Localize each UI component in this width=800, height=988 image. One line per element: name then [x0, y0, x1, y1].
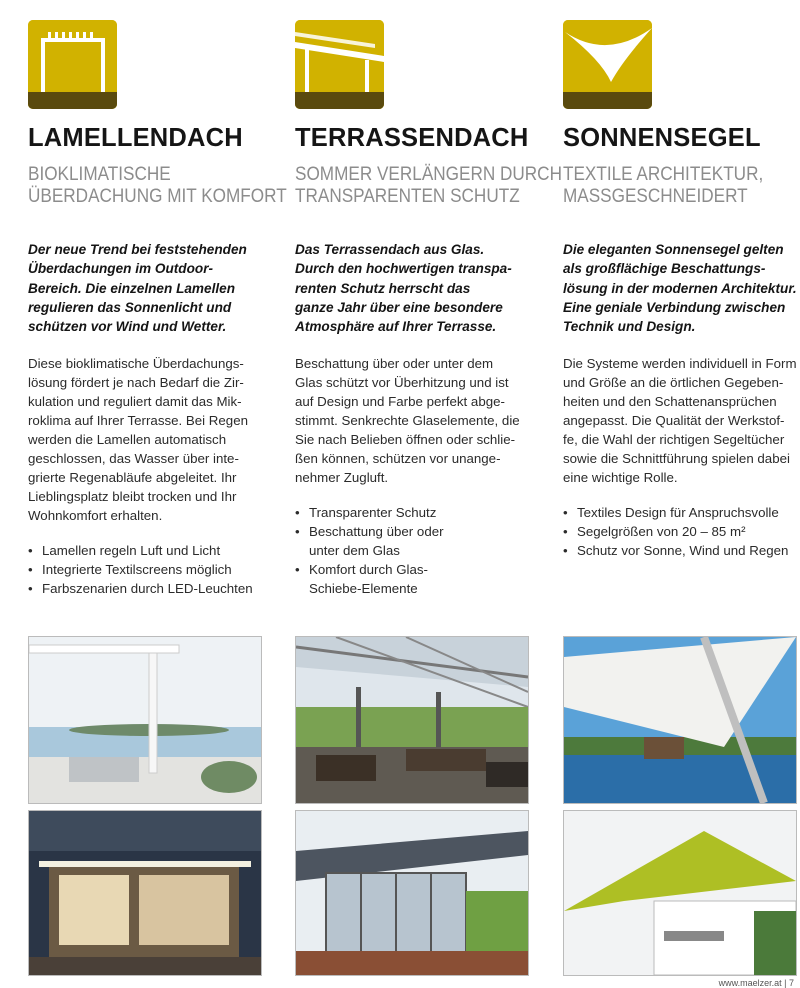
column-subtitle: SOMMER VERLÄNGERN DURCH TRANSPARENTEN SCHUTZ: [295, 163, 562, 207]
list-item: • Integrierte Textilscreens möglich: [28, 560, 253, 579]
photo-terrassendach-glass: [295, 810, 529, 976]
column-title: TERRASSENDACH: [295, 124, 529, 152]
list-item: • Textiles Design für Anspruchsvolle: [563, 503, 788, 522]
photo-sonnensegel-house: [563, 810, 797, 976]
column-lamellendach: [28, 0, 287, 988]
body-text: Die Systeme werden individuell in Form und Größe an die örtlichen Gegeben- heiten und den Schattenansprüchen angepasst. Die Qualität der Werkstof- fe, die Wahl der richtigen Segeltücher sowie die Schnittführung spielen dabei eine wichtige Rolle.: [563, 356, 797, 485]
list-item: • Komfort durch Glas-: [295, 560, 444, 579]
photo-terrassendach-lounge: [295, 636, 529, 804]
feature-list: [563, 503, 788, 560]
intro-text: Der neue Trend bei feststehenden Überdachungen im Outdoor- Bereich. Die einzelnen Lamellen regulieren das Sonnenlicht und schützen vor Wind und Wetter.: [28, 242, 247, 335]
feature-list: [295, 503, 444, 598]
column-terrassendach: [295, 0, 562, 988]
pergola-icon: [28, 20, 117, 109]
terrace-roof-icon: [295, 20, 384, 109]
photo-lamellendach-night: [28, 810, 262, 976]
sail-icon: [563, 20, 652, 109]
list-item: • Lamellen regeln Luft und Licht: [28, 541, 253, 560]
column-subtitle: BIOKLIMATISCHE ÜBERDACHUNG MIT KOMFORT: [28, 163, 287, 207]
photo-sonnensegel-pool: [563, 636, 797, 804]
column-title: LAMELLENDACH: [28, 124, 243, 152]
column-subtitle: TEXTILE ARCHITEKTUR, MASSGESCHNEIDERT: [563, 163, 764, 207]
list-item: • Farbszenarien durch LED-Leuchten: [28, 579, 253, 598]
list-item: • Segelgrößen von 20 – 85 m²: [563, 522, 788, 541]
list-item: • Schutz vor Sonne, Wind und Regen: [563, 541, 788, 560]
list-item: • Transparenter Schutz: [295, 503, 444, 522]
list-item-continued: unter dem Glas: [309, 543, 400, 558]
photo-lamellendach-lake: [28, 636, 262, 804]
page-footer: www.maelzer.at | 7: [718, 978, 794, 988]
list-item: • Beschattung über oder: [295, 522, 444, 541]
body-text: Diese bioklimatische Überdachungs- lösung fördert je nach Bedarf die Zir- kulation und reguliert damit das Mik- roklima auf Ihrer Terrasse. Bei Regen werden die Lamellen automatisch geschlossen, das Wasser über inte- grierte Regenabläufe abgeleitet. Ihr Lieblingsplatz bleibt trocken und Ihr Wohnkomfort erhalten.: [28, 356, 248, 523]
body-text: Beschattung über oder unter dem Glas schützt vor Überhitzung und ist auf Design und Farbe perfekt abge- stimmt. Senkrechte Glaselemente, die Sie nach Belieben öffnen oder schlie- ßen können, schützen vor unange- nehmer Zugluft.: [295, 356, 520, 485]
list-item-continued: Schiebe-Elemente: [309, 581, 418, 596]
intro-text: Das Terrassendach aus Glas. Durch den hochwertigen transpa- renten Schutz herrscht das ganze Jahr über eine besondere Atmosphäre auf Ihrer Terrasse.: [295, 242, 512, 335]
column-sonnensegel: [563, 0, 800, 988]
feature-list: [28, 541, 253, 598]
column-title: SONNENSEGEL: [563, 124, 761, 152]
intro-text: Die eleganten Sonnensegel gelten als großflächige Beschattungs- lösung in der modernen Architektur. Eine geniale Verbindung zwischen Technik und Design.: [563, 242, 797, 335]
